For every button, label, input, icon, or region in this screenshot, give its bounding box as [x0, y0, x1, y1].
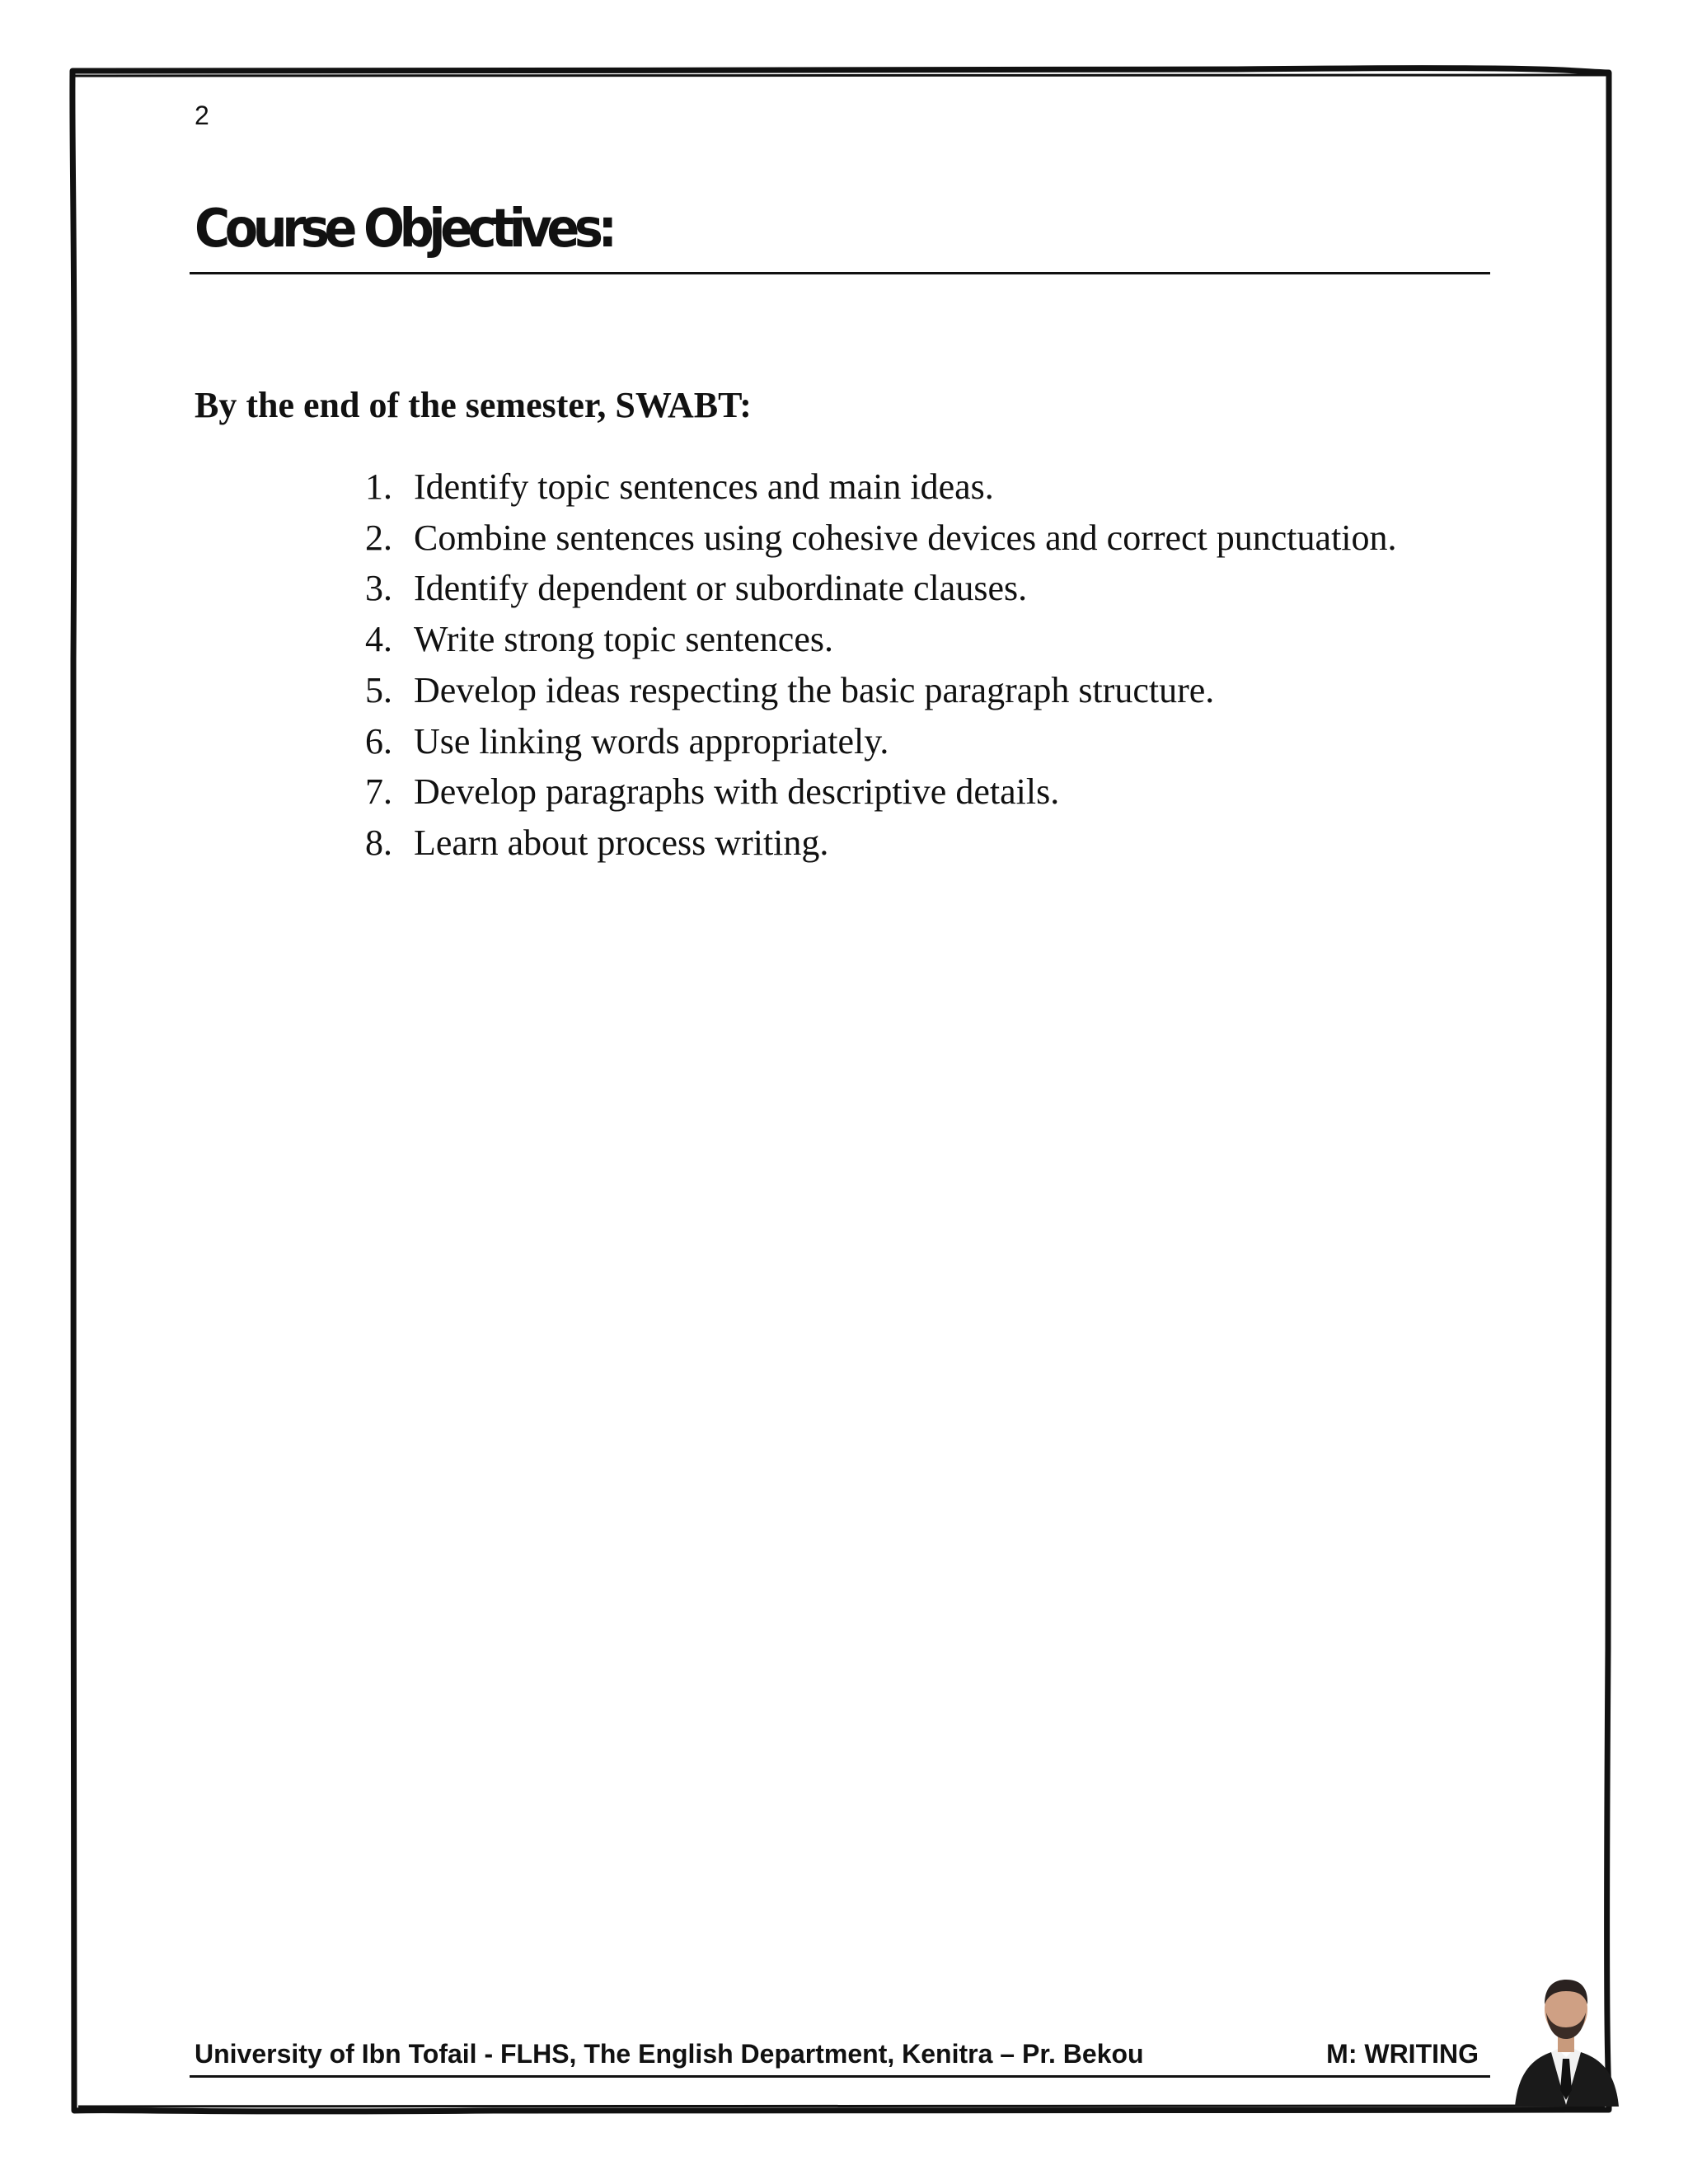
- list-item-number: 2.: [365, 517, 392, 558]
- author-photo: [1508, 1966, 1624, 2107]
- list-item-text: Write strong topic sentences.: [414, 619, 833, 660]
- list-item: [330, 766, 1397, 818]
- list-item-text: Develop paragraphs with descriptive details.: [414, 771, 1060, 813]
- objectives-intro: By the end of the semester, SWABT:: [195, 385, 752, 425]
- list-item-text: Learn about process writing.: [414, 822, 829, 863]
- list-item: [330, 513, 1397, 564]
- list-item-text: Combine sentences using cohesive devices and correct punctuation.: [414, 517, 1397, 558]
- list-item: [330, 818, 1397, 869]
- list-item: [330, 716, 1397, 767]
- list-item: [330, 665, 1397, 716]
- list-item-text: Develop ideas respecting the basic paragraph structure.: [414, 669, 1215, 710]
- list-item-number: 4.: [365, 619, 392, 660]
- list-item-text: Identify dependent or subordinate clauses.: [414, 568, 1028, 609]
- list-item: [330, 462, 1397, 513]
- list-item-number: 1.: [365, 466, 392, 507]
- list-item-number: 7.: [365, 771, 392, 813]
- footer-module: M: WRITING: [1326, 2039, 1479, 2069]
- page-number: 2: [195, 101, 209, 130]
- page-title: Course Objectives:: [195, 199, 612, 260]
- list-item-text: Use linking words appropriately.: [414, 720, 889, 762]
- list-item-number: 8.: [365, 822, 392, 863]
- list-item-number: 3.: [365, 568, 392, 609]
- footer-institution: University of Ibn Tofail - FLHS, The English Department, Kenitra – Pr. Bekou: [195, 2039, 1144, 2069]
- objectives-list: [330, 462, 1397, 869]
- list-item-text: Identify topic sentences and main ideas.: [414, 466, 994, 507]
- list-item-number: 5.: [365, 669, 392, 710]
- list-item: [330, 563, 1397, 614]
- title-underline: [190, 272, 1490, 274]
- list-item: [330, 614, 1397, 665]
- footer-rule: [190, 2075, 1490, 2078]
- list-item-number: 6.: [365, 720, 392, 762]
